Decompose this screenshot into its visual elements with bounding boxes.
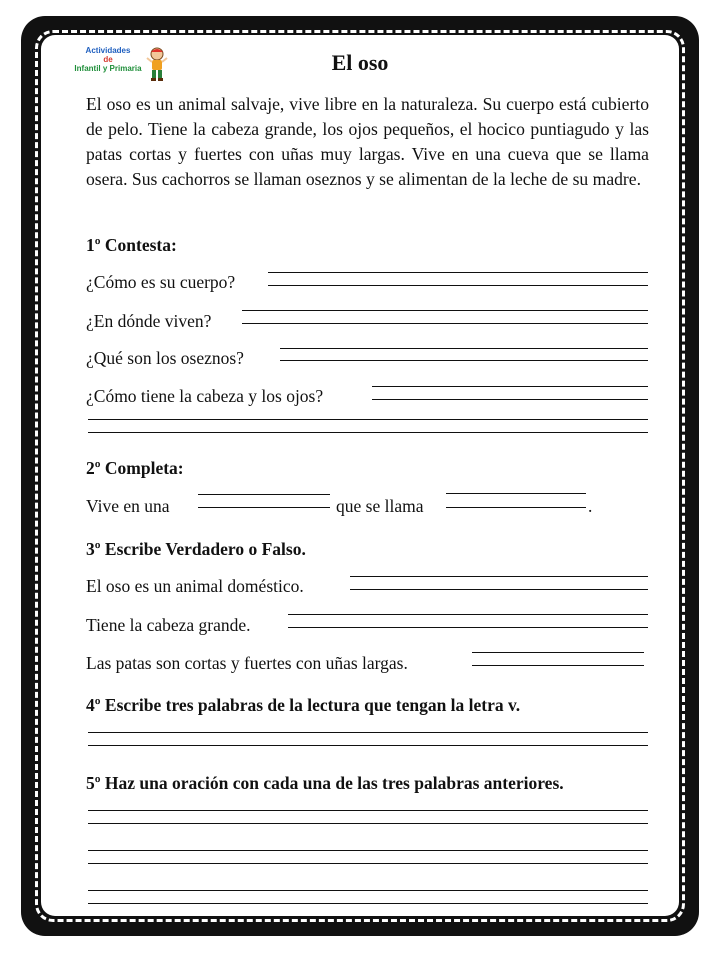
page-title: El oso bbox=[331, 50, 389, 75]
answer-line bbox=[242, 323, 648, 324]
question-4: ¿Cómo tiene la cabeza y los ojos? bbox=[86, 386, 324, 406]
answer-line bbox=[350, 576, 648, 577]
answer-line bbox=[372, 399, 648, 400]
answer-line bbox=[242, 310, 648, 311]
answer-line bbox=[88, 810, 648, 811]
statement-2: Tiene la cabeza grande. bbox=[86, 615, 251, 635]
reading-paragraph: El oso es un animal salvaje, vive libre en la naturaleza. Su cuerpo está cubierto de pelo. Tiene la cabeza grande, los ojos pequeños, el hocico puntiagudo y las patas cortas y fuertes con uñas muy largas. Vive en una cueva que se llama osera. Sus cachorros se llaman oseznos y se alimentan de la leche de su madre. bbox=[86, 94, 649, 189]
answer-line bbox=[288, 614, 648, 615]
answer-line bbox=[350, 589, 648, 590]
answer-line bbox=[372, 386, 648, 387]
fill-blank-line bbox=[198, 494, 330, 495]
complete-text-2: que se llama bbox=[336, 496, 424, 516]
answer-line bbox=[288, 627, 648, 628]
answer-line bbox=[88, 863, 648, 864]
statement-1: El oso es un animal doméstico. bbox=[86, 576, 304, 596]
complete-text-1: Vive en una bbox=[86, 496, 170, 516]
fill-blank-line bbox=[446, 507, 586, 508]
question-3: ¿Qué son los oseznos? bbox=[86, 348, 244, 368]
answer-line bbox=[88, 419, 648, 420]
answer-line bbox=[268, 272, 648, 273]
answer-line bbox=[88, 432, 648, 433]
section-3-heading: 3º Escribe Verdadero o Falso. bbox=[86, 539, 306, 559]
answer-line bbox=[472, 665, 644, 666]
answer-line bbox=[88, 732, 648, 733]
complete-period: . bbox=[588, 496, 593, 516]
statement-3: Las patas son cortas y fuertes con uñas largas. bbox=[86, 653, 408, 673]
fill-blank-line bbox=[446, 493, 586, 494]
answer-line bbox=[280, 348, 648, 349]
section-1-heading: 1º Contesta: bbox=[86, 235, 177, 255]
section-5-heading: 5º Haz una oración con cada una de las tres palabras anteriores. bbox=[86, 773, 564, 793]
fill-blank-line bbox=[198, 507, 330, 508]
question-2: ¿En dónde viven? bbox=[86, 311, 212, 331]
answer-line bbox=[88, 890, 648, 891]
logo-line-2: de bbox=[103, 55, 113, 64]
logo-line-3: Infantil y Primaria bbox=[74, 64, 142, 73]
logo-line-1: Actividades bbox=[85, 46, 131, 55]
answer-line bbox=[88, 903, 648, 904]
answer-line bbox=[280, 360, 648, 361]
answer-line bbox=[472, 652, 644, 653]
section-4-heading: 4º Escribe tres palabras de la lectura que tengan la letra v. bbox=[86, 695, 521, 715]
answer-line bbox=[88, 850, 648, 851]
answer-line bbox=[88, 745, 648, 746]
section-2-heading: 2º Completa: bbox=[86, 458, 184, 478]
answer-line bbox=[268, 285, 648, 286]
answer-line bbox=[88, 823, 648, 824]
question-1: ¿Cómo es su cuerpo? bbox=[86, 272, 236, 292]
